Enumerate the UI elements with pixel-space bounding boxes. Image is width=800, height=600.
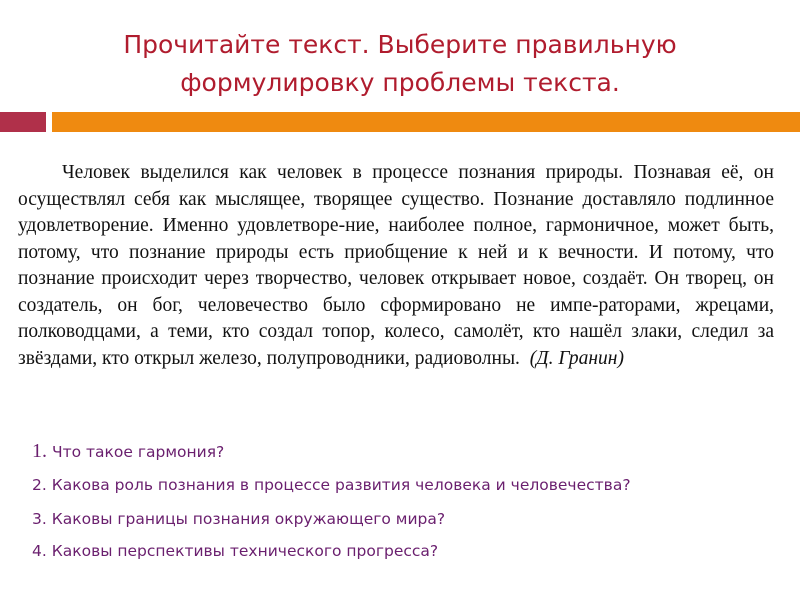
slide-title <box>0 26 800 102</box>
accent-bar-right <box>52 112 800 132</box>
option-number: 3. <box>32 510 47 528</box>
passage-author: (Д. Гранин) <box>529 347 624 369</box>
passage-body: Человек выделился как человек в процессе познания природы. Познавая её, он осуществлял себя как мыслящее, творящее существо. Познание доставляло подлинное удовлетворение. Именно удовлетворе-ние, наиболее полное, гармоничное, может быть, потому, что познание природы есть приобщение к ней и к вечности. И потому, что познание происходит через творчество, человек открывает новое, создаёт. Он творец, он создатель, он бог, человечество было сформировано не импе-раторами, жрецами, полководцами, а теми, кто создал топор, колесо, самолёт, кто нашёл злаки, следил за звёздами, кто открыл железо, полупроводники, радиоволны. <box>18 162 774 369</box>
answer-option-2[interactable] <box>32 476 631 494</box>
answer-option-1[interactable] <box>32 440 224 463</box>
option-text: Что такое гармония? <box>51 443 225 461</box>
option-number: 2. <box>32 476 47 494</box>
option-text: Каковы перспективы технического прогресса? <box>51 542 439 560</box>
accent-bar-left <box>0 112 46 132</box>
answer-option-3[interactable] <box>32 510 445 528</box>
option-text: Какова роль познания в процессе развития человека и человечества? <box>51 476 631 494</box>
option-number: 4. <box>32 542 47 560</box>
option-number: 1. <box>32 440 47 462</box>
passage-text <box>18 160 774 372</box>
title-line-2: формулировку проблемы текста. <box>180 68 620 97</box>
title-line-1: Прочитайте текст. Выберите правильную <box>123 30 677 59</box>
option-text: Каковы границы познания окружающего мира? <box>51 510 446 528</box>
answer-option-4[interactable] <box>32 542 438 560</box>
